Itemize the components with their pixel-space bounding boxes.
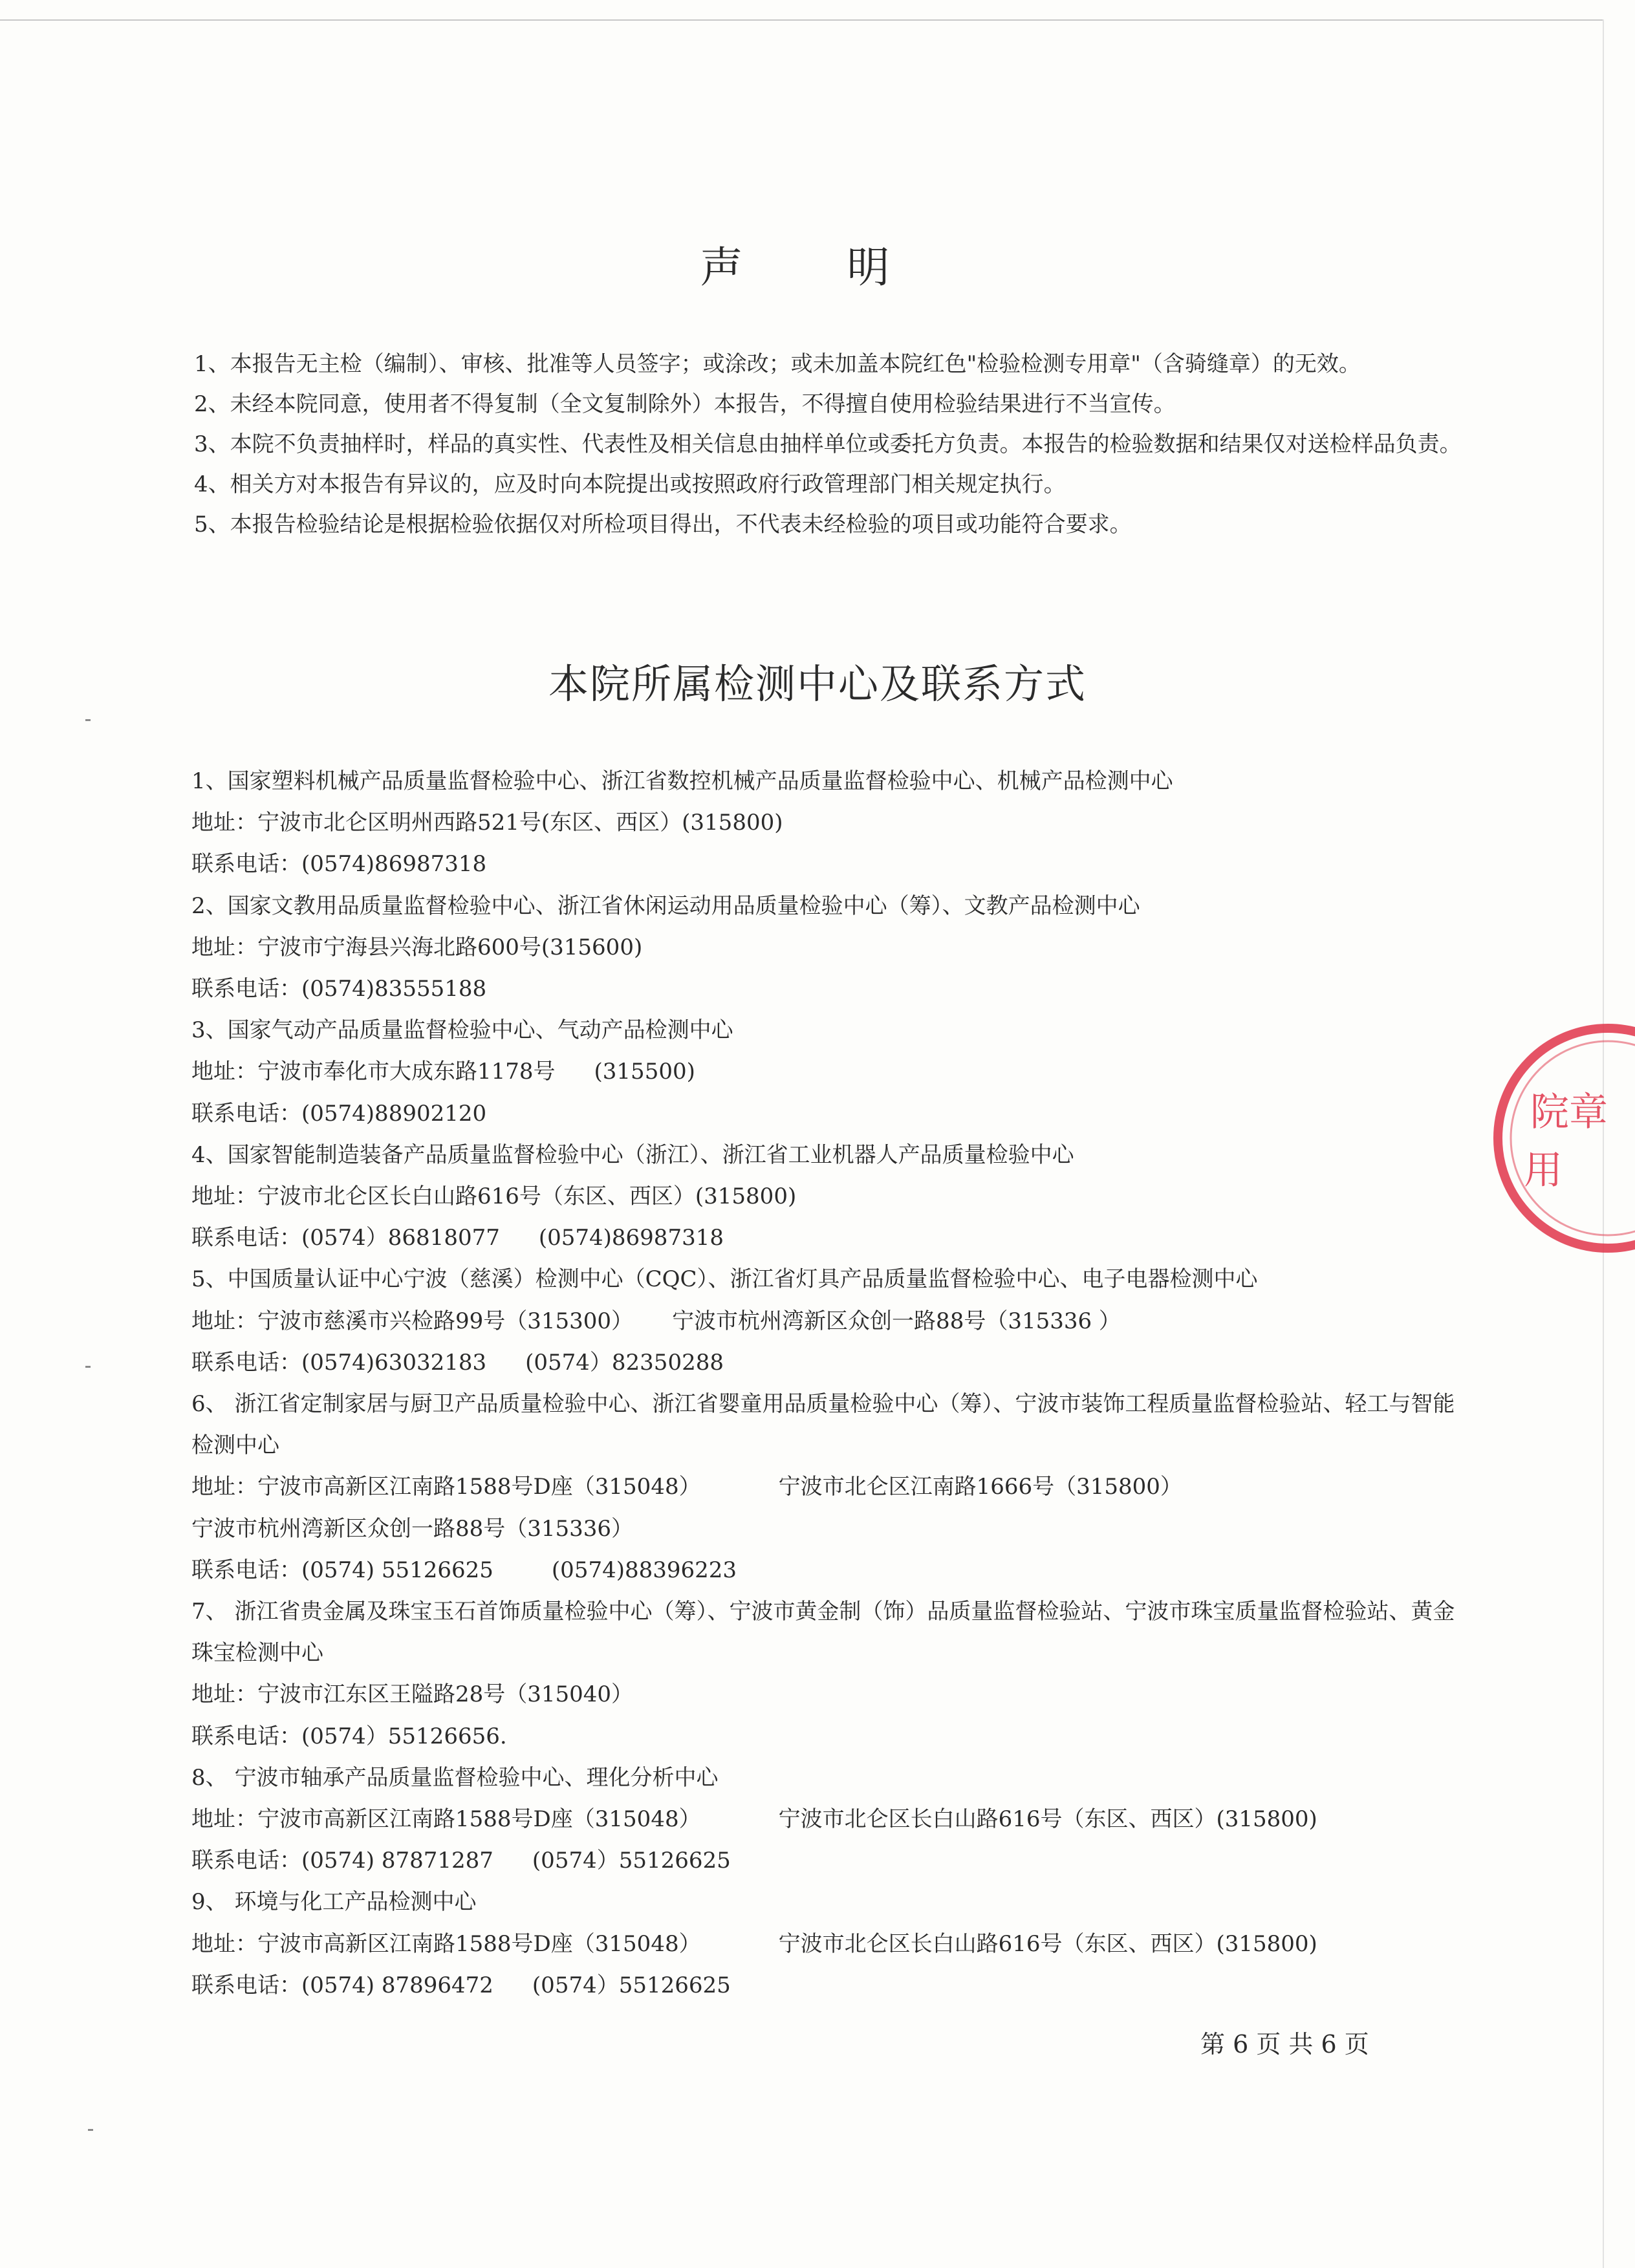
center-address: 地址：宁波市奉化市大成东路1178号 xyxy=(191,1059,556,1085)
center-phone-row xyxy=(191,1342,1472,1383)
section-title: 本院所属检测中心及联系方式 xyxy=(548,660,1087,707)
top-border-line xyxy=(0,19,1604,21)
center-postcode: (315500) xyxy=(594,1059,695,1085)
center-address: 地址：宁波市高新区江南路1588号D座（315048） xyxy=(191,1474,701,1500)
center-address: 地址：宁波市高新区江南路1588号D座（315048） xyxy=(191,1806,701,1833)
center-name: 2、国家文教用品质量监督检验中心、浙江省休闲运动用品质量检验中心（筹）、文教产品检测中心 xyxy=(191,892,1140,919)
center-phone-row xyxy=(191,1217,1472,1258)
center-phone: 联系电话：(0574）86818077 xyxy=(191,1225,500,1251)
declaration-item: 5、本报告检验结论是根据检验依据仅对所检项目得出，不代表未经检验的项目或功能符合要求。 xyxy=(194,512,1132,537)
center-name: 4、国家智能制造装备产品质量监督检验中心（浙江）、浙江省工业机器人产品质量检验中心 xyxy=(191,1141,1074,1168)
declaration-item: 1、本报告无主检（编制）、审核、批准等人员签字；或涂改；或未加盖本院红色"检验检测专用章"（含骑缝章）的无效。 xyxy=(194,351,1361,377)
center-phone: 联系电话：(0574) 87896472 xyxy=(191,1972,493,1998)
seal-inner-ring xyxy=(1511,1041,1635,1235)
center-phone: (0574)88396223 xyxy=(551,1557,737,1583)
center-address-row xyxy=(191,1923,1472,1965)
center-address: 宁波市杭州湾新区众创一路88号（315336 ） xyxy=(672,1308,1121,1334)
center-name: 5、中国质量认证中心宁波（慈溪）检测中心（CQC）、浙江省灯具产品质量监督检验中心、电子电器检测中心 xyxy=(191,1266,1258,1293)
center-address-row xyxy=(191,1798,1472,1840)
center-phone: (0574)86987318 xyxy=(538,1225,724,1251)
center-phone: 联系电话：(0574)86987318 xyxy=(191,851,487,878)
scan-speck xyxy=(85,719,91,721)
center-name: 9、 环境与化工产品检测中心 xyxy=(191,1889,477,1916)
center-address: 宁波市北仑区长白山路616号（东区、西区）(315800) xyxy=(778,1930,1317,1957)
center-name: 7、 浙江省贵金属及珠宝玉石首饰质量检验中心（筹）、宁波市黄金制（饰）品质量监督检验站、宁波市珠宝质量监督检验站、黄金珠宝检测中心 xyxy=(191,1599,1455,1667)
center-phone: (0574）55126625 xyxy=(532,1848,731,1874)
center-name: 6、 浙江省定制家居与厨卫产品质量检验中心、浙江省婴童用品质量检验中心（筹）、宁波市装饰工程质量监督检验站、轻工与智能检测中心 xyxy=(191,1391,1455,1459)
center-phone-row xyxy=(191,1840,1472,1881)
center-address: 地址：宁波市宁海县兴海北路600号(315600) xyxy=(191,934,643,960)
center-address-row xyxy=(191,1051,1472,1092)
center-name: 1、国家塑料机械产品质量监督检验中心、浙江省数控机械产品质量监督检验中心、机械产品检测中心 xyxy=(191,768,1173,794)
center-phone: (0574）82350288 xyxy=(525,1349,724,1376)
center-phone: (0574）55126625 xyxy=(532,1972,731,1998)
seal-ring xyxy=(1498,1028,1635,1248)
center-address: 地址：宁波市江东区王隘路28号（315040） xyxy=(191,1681,634,1708)
page-title: 声 明 xyxy=(700,243,935,292)
center-phone: 联系电话：(0574) 55126625 xyxy=(191,1557,493,1583)
center-phone: 联系电话：(0574)88902120 xyxy=(191,1100,487,1127)
center-phone: 联系电话：(0574)63032183 xyxy=(191,1349,487,1376)
center-address: 宁波市北仑区长白山路616号（东区、西区）(315800) xyxy=(778,1806,1317,1833)
seal-text: 院章 xyxy=(1530,1090,1608,1135)
center-address: 地址：宁波市北仑区长白山路616号（东区、西区）(315800) xyxy=(191,1183,797,1210)
red-seal-stamp xyxy=(1485,996,1635,1280)
page-number: 第 6 页 共 6 页 xyxy=(1200,2030,1369,2058)
center-phone-row xyxy=(191,1550,1472,1591)
center-phone: 联系电话：(0574) 87871287 xyxy=(191,1848,493,1874)
declaration-item: 2、未经本院同意，使用者不得复制（全文复制除外）本报告，不得擅自使用检验结果进行不当宣传。 xyxy=(194,391,1176,417)
declaration-item: 4、相关方对本报告有异议的，应及时向本院提出或按照政府行政管理部门相关规定执行。 xyxy=(194,471,1066,497)
center-phone-row xyxy=(191,1965,1472,2006)
center-name: 3、国家气动产品质量监督检验中心、气动产品检测中心 xyxy=(191,1017,733,1044)
center-address: 地址：宁波市高新区江南路1588号D座（315048） xyxy=(191,1930,701,1957)
center-address: 地址：宁波市慈溪市兴检路99号（315300） xyxy=(191,1308,634,1334)
scan-speck xyxy=(88,2129,93,2131)
declaration-item: 3、本院不负责抽样时，样品的真实性、代表性及相关信息由抽样单位或委托方负责。本报告的检验数据和结果仅对送检样品负责。 xyxy=(194,431,1462,457)
center-name: 8、 宁波市轴承产品质量监督检验中心、理化分析中心 xyxy=(191,1764,719,1791)
scan-speck xyxy=(85,1366,91,1368)
center-address: 地址：宁波市北仑区明州西路521号(东区、西区）(315800) xyxy=(191,810,783,836)
center-phone: 联系电话：(0574)83555188 xyxy=(191,976,487,1002)
declaration-list xyxy=(194,344,1462,545)
center-list xyxy=(191,761,1472,2006)
center-address-row xyxy=(191,1301,1472,1342)
center-phone: 联系电话：(0574）55126656. xyxy=(191,1723,507,1749)
center-address: 宁波市北仑区江南路1666号（315800） xyxy=(778,1474,1182,1500)
seal-text: 用 xyxy=(1524,1148,1563,1193)
center-address-row xyxy=(191,1466,1472,1507)
center-address: 宁波市杭州湾新区众创一路88号（315336） xyxy=(191,1515,634,1542)
